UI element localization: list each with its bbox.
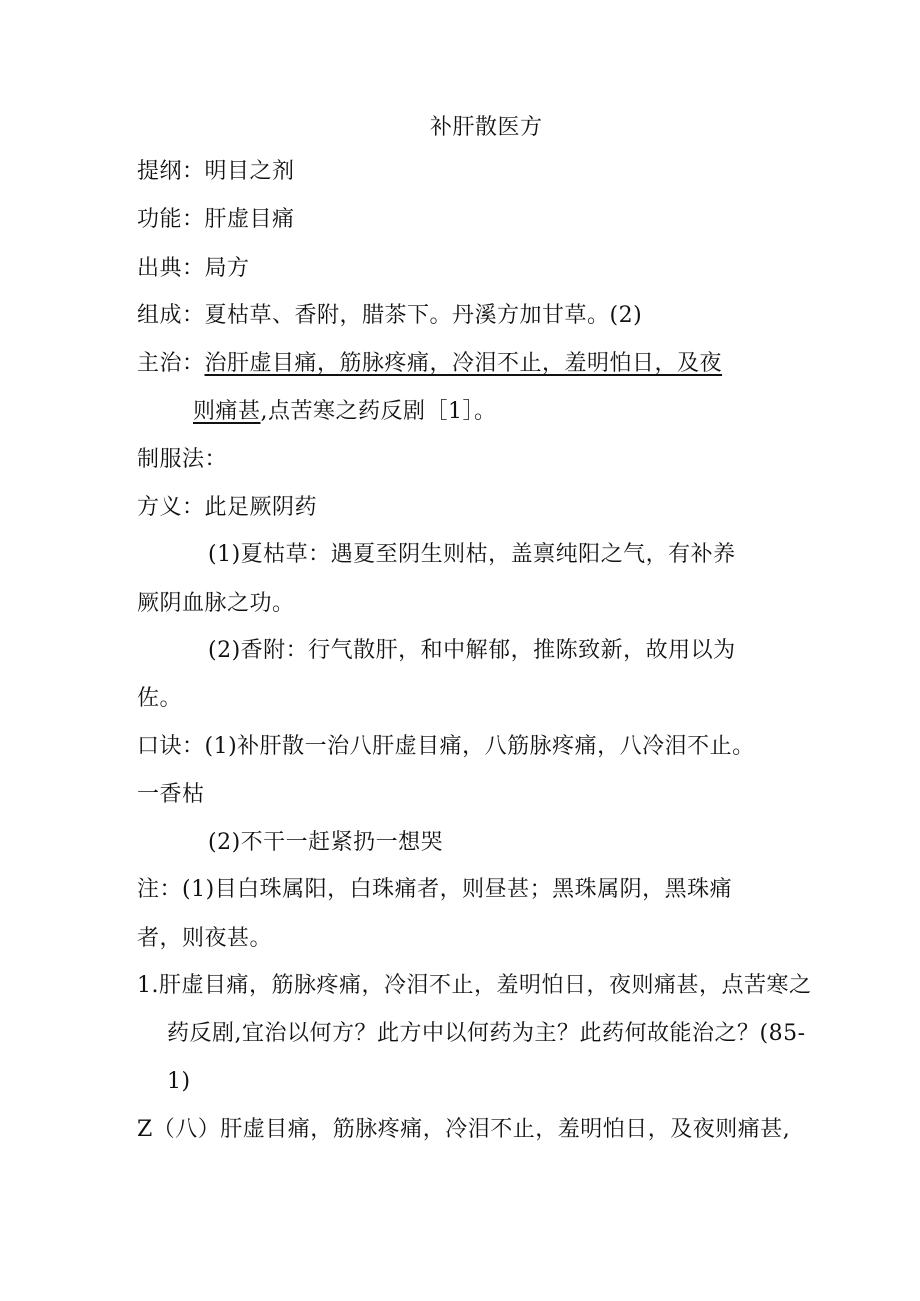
mnemonic-line-3: (2)不干一赶紧扔一想哭 xyxy=(208,830,444,855)
question-line-3: 1) xyxy=(167,1069,191,1094)
document-title: 补肝散医方 xyxy=(430,115,543,140)
composition-line: 组成：夏枯草、香附，腊茶下。丹溪方加甘草。(2) xyxy=(137,303,643,328)
answer-line: Z（八）肝虚目痛，筋脉疼痛，冷泪不止，羞明怕日，及夜则痛甚, xyxy=(137,1117,791,1142)
mnemonic-line-2: 一香枯 xyxy=(137,782,205,807)
indications-underlined-2: 则痛甚 xyxy=(193,399,261,424)
mnemonic-line-1: 口诀：(1)补肝散一治八肝虚目痛，八筋脉疼痛，八冷泪不止。 xyxy=(137,734,755,759)
function-line: 功能：肝虚目痛 xyxy=(137,207,295,232)
question-line-2: 药反剧,宜治以何方？此方中以何药为主？此药何故能治之？(85- xyxy=(167,1021,806,1046)
indications-underlined-1: 治肝虚目痛，筋脉疼痛，冷泪不止，羞明怕日，及夜 xyxy=(204,351,723,376)
source-line: 出典：局方 xyxy=(137,256,250,281)
meaning-line: 方义：此足厥阴药 xyxy=(137,495,318,520)
indications-label: 主治： xyxy=(137,351,205,376)
outline-line: 提纲：明目之剂 xyxy=(137,159,295,184)
meaning-item-1-cont: 厥阴血脉之功。 xyxy=(137,591,295,616)
note-line-1: 注：(1)目白珠属阳，白珠痛者，则昼甚；黑珠属阴，黑珠痛 xyxy=(137,877,733,902)
meaning-item-2-cont: 佐。 xyxy=(137,686,183,711)
indications-line-2 xyxy=(193,398,497,426)
question-line-1: 1.肝虚目痛，筋脉疼痛，冷泪不止，羞明怕日，夜则痛甚，点苦寒之 xyxy=(137,973,812,998)
note-line-2: 者，则夜甚。 xyxy=(137,926,273,951)
indications-line-1 xyxy=(137,350,722,378)
meaning-item-1: (1)夏枯草：遇夏至阴生则枯，盖禀纯阳之气，有补养 xyxy=(208,542,736,567)
meaning-item-2: (2)香附：行气散肝，和中解郁，推陈致新，故用以为 xyxy=(208,638,736,663)
indications-rest-2: ,点苦寒之药反剧［1］。 xyxy=(260,399,497,424)
preparation-line: 制服法： xyxy=(137,447,228,472)
